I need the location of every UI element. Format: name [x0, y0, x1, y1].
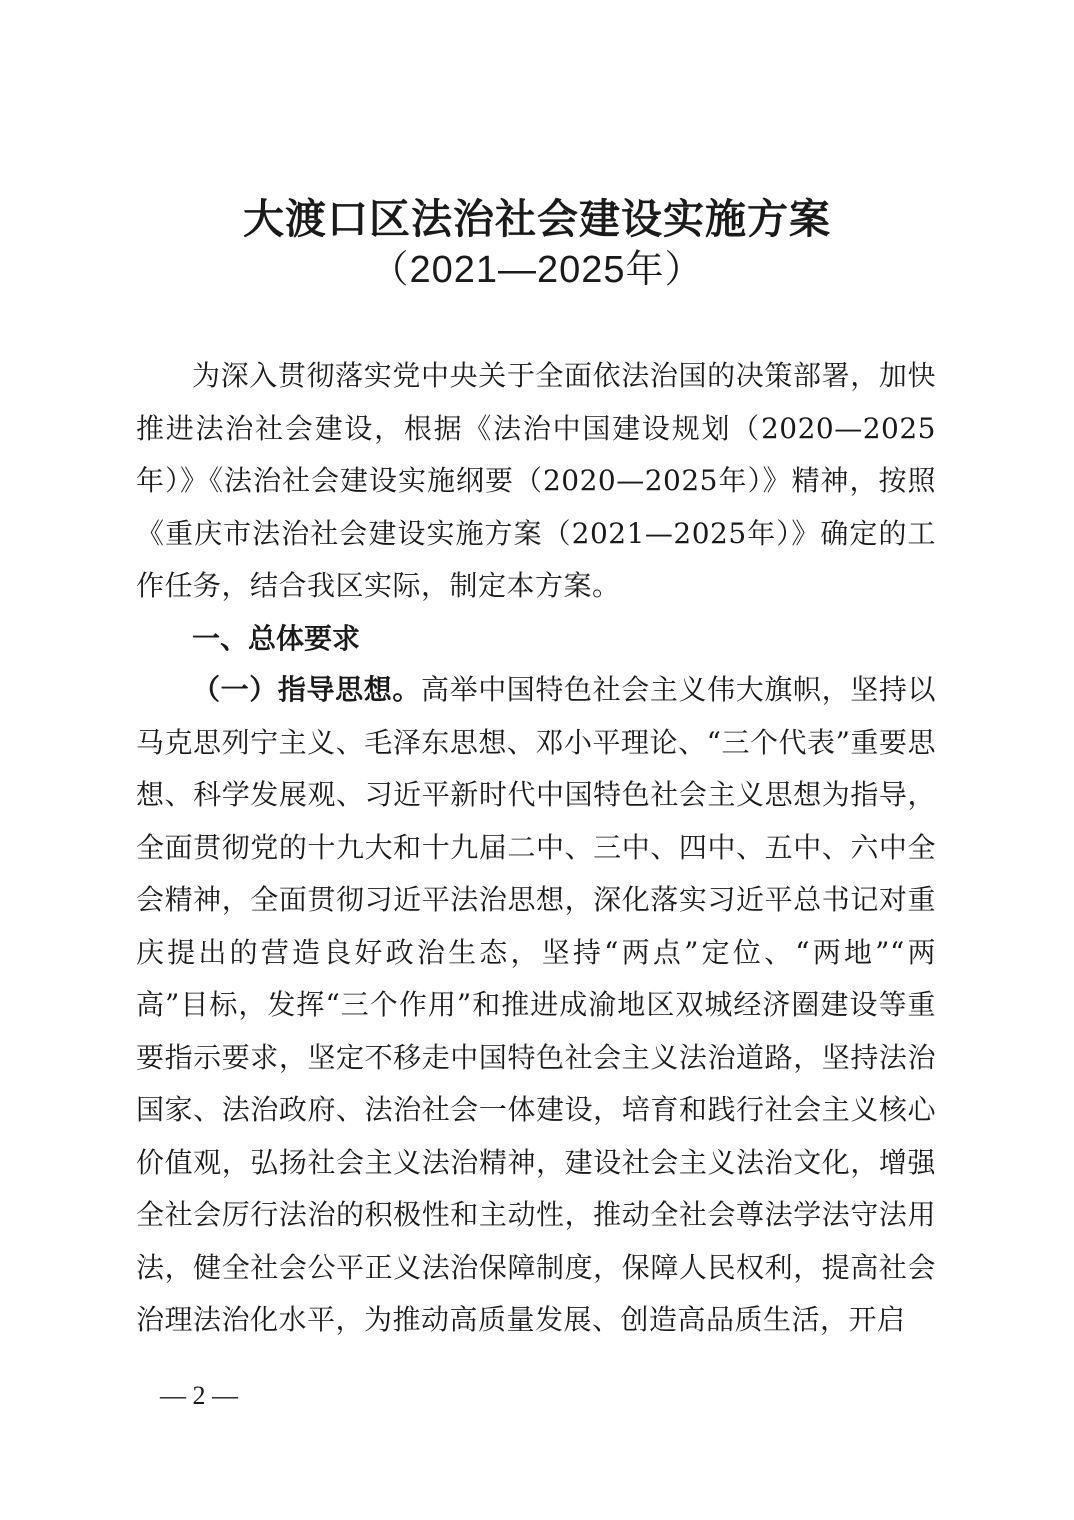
page-number: — 2 — [160, 1381, 238, 1410]
intro-paragraph: 为深入贯彻落实党中央关于全面依法治国的决策部署，加快推进法治社会建设，根据《法治中国建设规划（2020—2025年）》《法治社会建设实施纲要（2020—2025年）》精神，按照《重庆市法治社会建设实施方案（2021—2025年）》确定的工作任务，结合我区实际，制定本方案。 [136, 359, 936, 602]
document-subtitle: （2021—2025年） [370, 249, 704, 291]
section-heading: 一、总体要求 [192, 622, 361, 655]
guiding-text: 高举中国特色社会主义伟大旗帜，坚持以马克思列宁主义、毛泽东思想、邓小平理论、“三个代表”重要思想、科学发展观、习近平新时代中国特色社会主义思想为指导，全面贯彻党的十九大和十九届二中、三中、四中、五中、六中全会精神，全面贯彻习近平法治思想，深化落实习近平总书记对重庆提出的营造良好政治生态，坚持“两点”定位、“两地”“两高”目标，发挥“三个作用”和推进成渝地区双城经济圈建设等重要指示要求，坚定不移走中国特色社会主义法治道路，坚持法治国家、法治政府、法治社会一体建设，培育和践行社会主义核心价值观，弘扬社会主义法治精神，建设社会主义法治文化，增强全社会厉行法治的积极性和主动性，推动全社会尊法学法守法用法，健全社会公平正义法治保障制度，保障人民权利，提高社会治理法治化水平，为推动高质量发展、创造高品质生活，开启 [136, 673, 936, 1336]
document-title: 大渡口区法治社会建设实施方案 [243, 195, 831, 243]
guiding-paragraph [136, 664, 936, 1347]
guiding-lead: （一）指导思想。 [192, 673, 421, 706]
